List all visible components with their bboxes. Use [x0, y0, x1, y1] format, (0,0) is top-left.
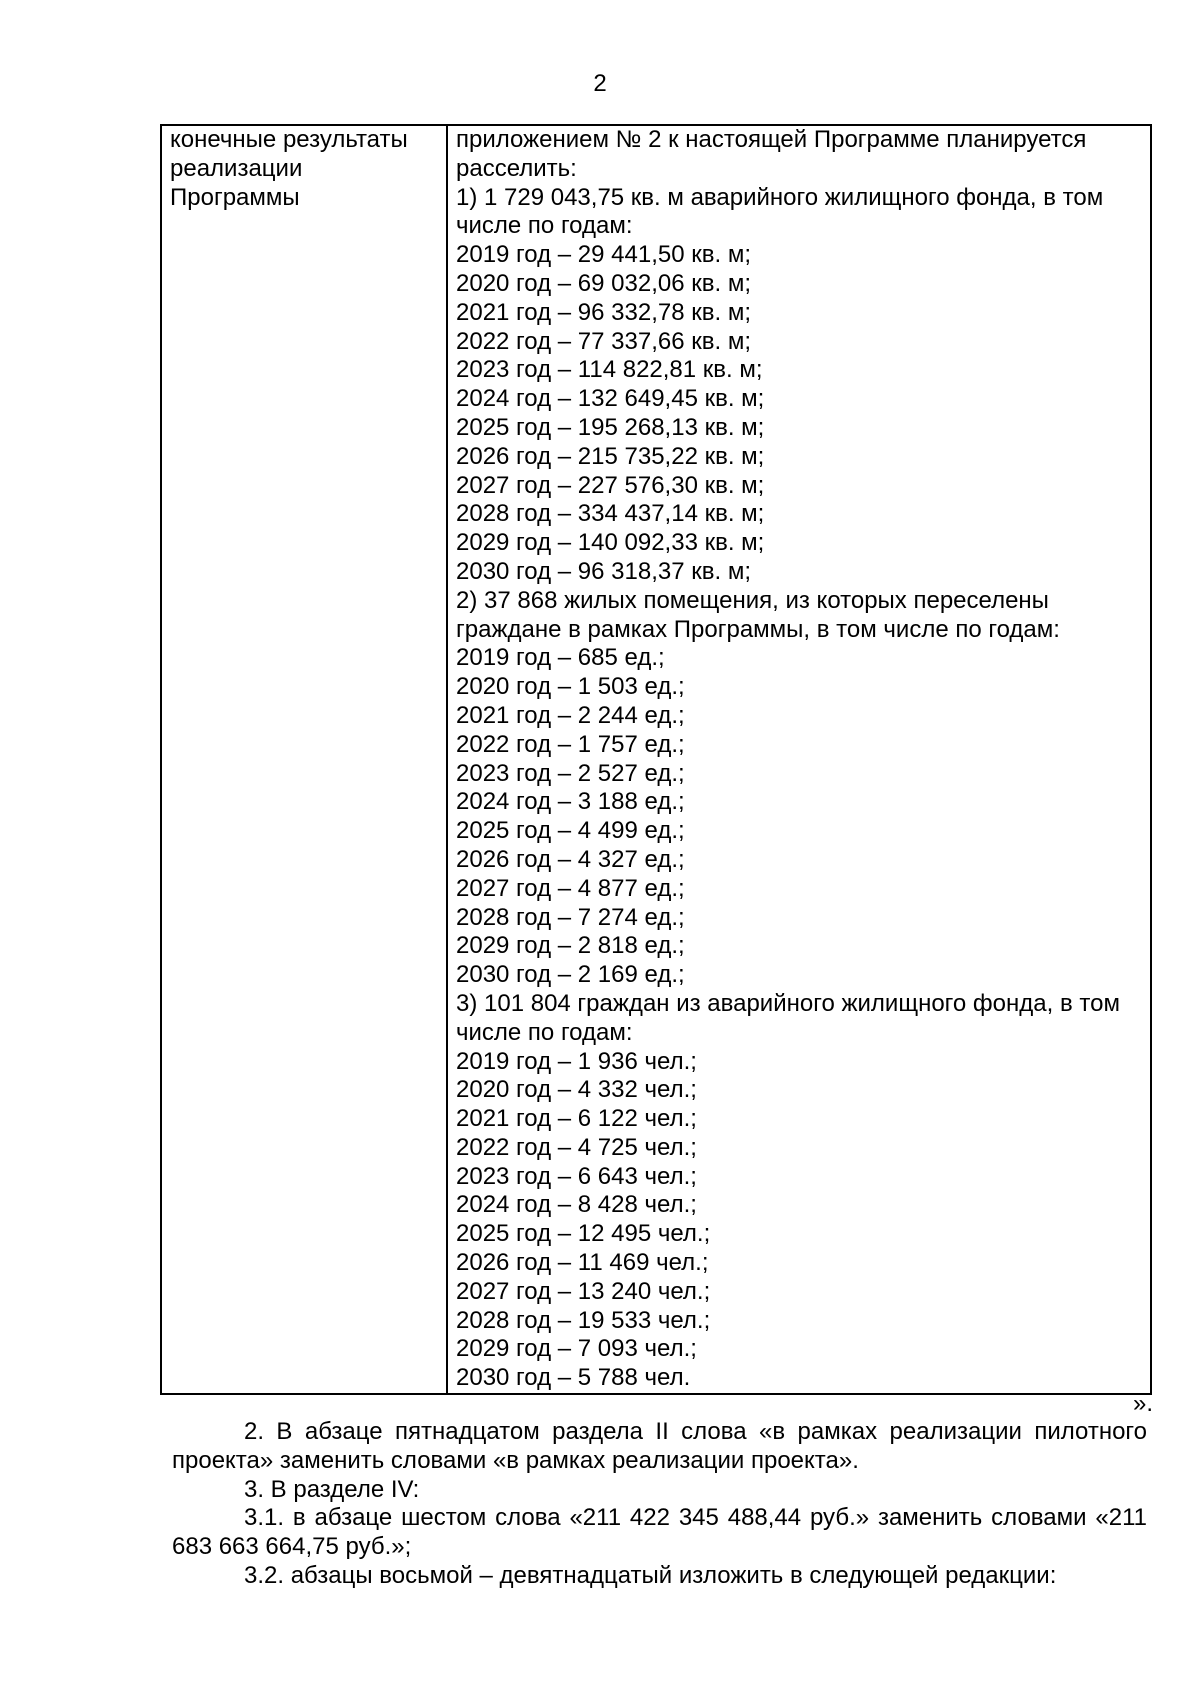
list-item: 2027 год – 227 576,30 кв. м;	[456, 471, 765, 499]
list-item: 2028 год – 7 274 ед.;	[456, 903, 685, 931]
list-item: 2023 год – 2 527 ед.;	[456, 759, 685, 787]
paragraph-3-2: 3.2. абзацы восьмой – девятнадцатый изложить в следующей редакции:	[244, 1561, 1057, 1589]
item-2-year-list	[456, 644, 1142, 990]
closing-quote: ».	[1132, 1390, 1153, 1417]
item-2-heading: 2) 37 868 жилых помещения, из которых переселены граждане в рамках Программы, в том числе по годам:	[456, 586, 1060, 643]
list-item: 2020 год – 1 503 ед.;	[456, 673, 685, 701]
list-item: 2026 год – 215 735,22 кв. м;	[456, 442, 765, 470]
list-item: 2020 год – 4 332 чел.;	[456, 1076, 697, 1104]
list-item: 2026 год – 4 327 ед.;	[456, 845, 685, 873]
list-item: 2019 год – 1 936 чел.;	[456, 1047, 697, 1075]
table-row	[161, 125, 1151, 1394]
list-item: 2029 год – 2 818 ед.;	[456, 932, 685, 960]
item-1-heading: 1) 1 729 043,75 кв. м аварийного жилищного фонда, в том числе по годам:	[456, 183, 1104, 240]
list-item: 2019 год – 685 ед.;	[456, 644, 665, 672]
list-item: 2027 год – 13 240 чел.;	[456, 1277, 711, 1305]
body-text	[172, 1418, 1147, 1591]
list-item: 2024 год – 132 649,45 кв. м;	[456, 385, 765, 413]
list-item: 2022 год – 4 725 чел.;	[456, 1133, 697, 1161]
paragraph-2: 2. В абзаце пятнадцатом раздела II слова «в рамках реализации пилотного проекта» заменить словами «в рамках реализации проекта».	[172, 1418, 1147, 1474]
right-cell	[447, 125, 1151, 1394]
list-item: 2021 год – 6 122 чел.;	[456, 1105, 697, 1133]
left-cell-label: конечные результаты реализации Программы	[170, 126, 408, 211]
list-item: 2022 год – 77 337,66 кв. м;	[456, 327, 751, 355]
list-item: 2030 год – 2 169 ед.;	[456, 961, 685, 989]
list-item: 2019 год – 29 441,50 кв. м;	[456, 241, 751, 269]
list-item: 2021 год – 96 332,78 кв. м;	[456, 298, 751, 326]
list-item: 2025 год – 4 499 ед.;	[456, 817, 685, 845]
list-item: 2029 год – 140 092,33 кв. м;	[456, 529, 765, 557]
list-item: 2030 год – 5 788 чел.	[456, 1364, 691, 1392]
right-cell-intro: приложением № 2 к настоящей Программе планируется расселить:	[456, 126, 1087, 182]
page-number: 2	[593, 70, 607, 97]
paragraph-3: 3. В разделе IV:	[244, 1475, 420, 1503]
list-item: 2027 год – 4 877 ед.;	[456, 874, 685, 902]
item-3-year-list	[456, 1048, 1142, 1394]
list-item: 2028 год – 19 533 чел.;	[456, 1306, 711, 1334]
list-item: 2029 год – 7 093 чел.;	[456, 1335, 697, 1363]
list-item: 2028 год – 334 437,14 кв. м;	[456, 500, 765, 528]
item-1-year-list	[456, 241, 1142, 587]
item-3-heading: 3) 101 804 граждан из аварийного жилищного фонда, в том числе по годам:	[456, 989, 1120, 1046]
list-item: 2025 год – 12 495 чел.;	[456, 1220, 711, 1248]
list-item: 2023 год – 114 822,81 кв. м;	[456, 356, 763, 384]
left-cell	[161, 125, 447, 1394]
results-table	[160, 124, 1152, 1395]
list-item: 2024 год – 3 188 ед.;	[456, 788, 685, 816]
list-item: 2020 год – 69 032,06 кв. м;	[456, 269, 751, 297]
list-item: 2021 год – 2 244 ед.;	[456, 701, 685, 729]
list-item: 2022 год – 1 757 ед.;	[456, 730, 685, 758]
list-item: 2026 год – 11 469 чел.;	[456, 1249, 709, 1277]
list-item: 2025 год – 195 268,13 кв. м;	[456, 413, 765, 441]
list-item: 2030 год – 96 318,37 кв. м;	[456, 557, 751, 585]
list-item: 2024 год – 8 428 чел.;	[456, 1191, 697, 1219]
list-item: 2023 год – 6 643 чел.;	[456, 1162, 697, 1190]
paragraph-3-1: 3.1. в абзаце шестом слова «211 422 345 488,44 руб.» заменить словами «211 683 663 664,75 руб.»;	[172, 1504, 1147, 1561]
